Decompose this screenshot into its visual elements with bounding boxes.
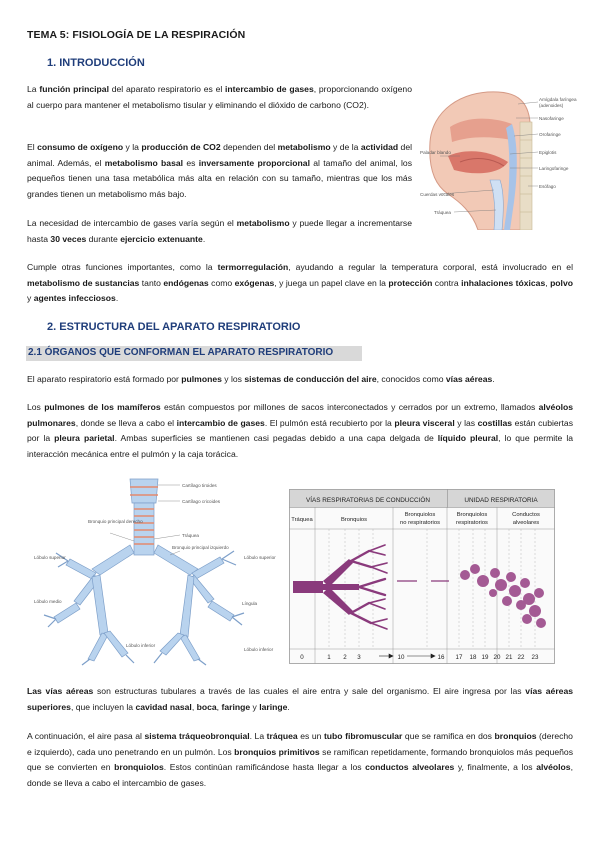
bold-term: función principal	[39, 84, 109, 94]
text-run: , y juega un papel clave en la	[274, 277, 389, 288]
bold-term: bronquios	[494, 731, 537, 741]
bold-term: Las vías aéreas	[27, 686, 94, 696]
bold-term: actividad	[360, 142, 399, 152]
bold-term: metabolismo de sustancias	[27, 277, 140, 288]
bold-term: pleura visceral	[394, 417, 455, 428]
bold-term: vías aéreas	[445, 374, 493, 384]
label-adenoides: (adenoides)	[539, 103, 564, 108]
text-run: y	[250, 701, 260, 712]
text-run: y los	[221, 374, 245, 384]
header-unit: UNIDAD RESPIRATORIA	[464, 497, 538, 504]
text-run: , que incluyen la	[70, 701, 136, 712]
text-run: al tamaño del animal, los pequeños tienen una tasa metabólica más alta en relación con su tamaño, mientras que los más grandes tienen un metabolismo más bajo.	[27, 157, 412, 199]
intro-paragraph-3	[27, 216, 412, 247]
text-run: (derecho e izquierdo), cada uno penetrando en un pulmón. Los	[27, 731, 573, 757]
bold-term: consumo de oxígeno	[37, 142, 124, 152]
label-traquea-tree: Tráquea	[182, 533, 199, 538]
bold-term: 30 veces	[50, 233, 87, 244]
text-run: dependen del	[220, 142, 278, 152]
document-title: TEMA 5: FISIOLOGÍA DE LA RESPIRACIÓN	[27, 29, 246, 41]
label-bronquio-derecho: Bronquio principal derecho	[88, 519, 143, 524]
text-run: que se ramifica en dos	[402, 731, 495, 741]
text-run: . Ambas superficies se mantienen casi pegadas debido a una capa delgada de	[114, 433, 438, 443]
label-lobulo-inferior-izq: Lóbulo inferior	[244, 647, 274, 652]
text-run: tanto	[139, 277, 164, 288]
bold-term: cavidad nasal	[135, 701, 192, 712]
airway-generations-diagram	[289, 489, 555, 664]
text-run: del aparato respiratorio es el	[108, 84, 226, 94]
text-run: y, finalmente, a los	[454, 762, 537, 772]
generation-number: 18	[469, 654, 477, 661]
section-heading-estructura: 2. ESTRUCTURA DEL APARATO RESPIRATORIO	[47, 321, 301, 333]
intro-paragraph-2	[27, 140, 412, 202]
text-run: El	[27, 142, 38, 152]
bold-term: alvéolos	[536, 762, 571, 772]
col-bronquiolos-a: Bronquiolos	[404, 512, 436, 518]
text-run: . Estos continúan ramificándose hasta llegar a los	[163, 762, 366, 772]
label-cartilago-cricoides: Cartílago cricoides	[182, 499, 221, 504]
bold-term: líquido pleural	[437, 433, 499, 443]
label-esofago: Esófago	[539, 184, 556, 189]
generation-number: 19	[481, 654, 489, 661]
text-run: y las	[454, 417, 478, 428]
bold-term: tráquea	[266, 731, 298, 741]
label-amigdala: Amígdala faríngea	[539, 97, 577, 102]
bold-term: ejercicio extenuante	[120, 233, 203, 244]
col-ductos-b: alveolares	[512, 520, 540, 526]
bold-term: conductos alveolares	[365, 762, 455, 772]
text-run: es un	[297, 731, 324, 741]
head-airway-figure	[420, 82, 590, 230]
col-bronquiolos-b: no respiratorios	[400, 520, 440, 526]
bold-term: intercambio de gases	[176, 417, 265, 428]
label-lingula: Língula	[242, 601, 258, 606]
text-run: , ayudando a regular la temperatura corporal, está involucrado en el	[288, 262, 573, 272]
col-resp-a: Bronquiolos	[456, 512, 488, 518]
label-epiglotis: Epiglotis	[539, 150, 557, 155]
bold-term: agentes infecciosos	[33, 293, 116, 303]
bold-term: producción de CO2	[141, 142, 221, 152]
text-run: como	[208, 277, 235, 288]
text-run: y puede llegar a incrementarse hasta	[27, 218, 412, 244]
generation-number: 22	[517, 654, 525, 661]
text-run: y la	[123, 142, 142, 152]
bold-term: bronquiolos	[114, 762, 164, 772]
bold-term: metabolismo basal	[104, 157, 184, 168]
generation-number: 0	[300, 654, 304, 661]
text-run: se ramifican repetidamente, formando bronquiolos más pequeños que se convierten en	[27, 746, 573, 772]
text-run: ,	[545, 277, 551, 288]
text-run: , lo que permite la interacción mecánica entre el pulmón y la caja torácica.	[27, 433, 574, 459]
label-paladar: Paladar blando	[420, 150, 451, 155]
text-run: .	[115, 293, 119, 303]
generation-number: 2	[343, 654, 347, 661]
label-lobulo-inferior-der: Lóbulo inferior	[126, 643, 156, 648]
bold-term: pulmones	[181, 374, 222, 384]
bold-term: vías aéreas superiores	[27, 686, 574, 712]
text-run: Cumple otras funciones importantes, como la	[27, 262, 218, 272]
text-run: .	[287, 701, 290, 712]
organs-paragraph-1	[27, 372, 573, 388]
text-run: están cubiertas por la	[27, 417, 573, 443]
text-run: son estructuras tubulares a través de las cuales el aire entra y sale del organismo. El aire ingresa por las	[93, 686, 526, 696]
section-heading-introduccion: 1. INTRODUCCIÓN	[47, 57, 145, 69]
bold-term: pleura parietal	[54, 433, 115, 443]
text-run: La necesidad de intercambio de gases varía según el	[27, 218, 237, 228]
text-run: , proporcionando oxígeno al cuerpo para mantener el metabolismo tisular y eliminando el dióxido de carbono (CO2).	[27, 84, 412, 110]
generation-number: 1	[327, 654, 331, 661]
text-run: , conocidos como	[376, 374, 446, 384]
label-orofaringe: Orofaringe	[539, 132, 561, 137]
bold-term: inhalaciones tóxicas	[461, 277, 546, 288]
generation-number: 10	[397, 654, 405, 661]
text-run: y de la	[330, 142, 361, 152]
label-laringofaringe: Laringofaringe	[539, 166, 569, 171]
airways-paragraph-1	[27, 684, 573, 715]
bold-term: laringe	[259, 701, 288, 712]
organs-paragraph-2	[27, 400, 573, 462]
label-lobulo-medio: Lóbulo medio	[34, 599, 62, 604]
label-nasofaringe: Nasofaringe	[539, 116, 564, 121]
text-run: y	[27, 293, 34, 303]
text-run: , donde se lleva a cabo el	[75, 417, 177, 428]
intro-paragraph-4	[27, 260, 573, 307]
label-bronquio-izquierdo: Bronquio principal izquierdo	[172, 545, 229, 550]
intro-paragraph-1	[27, 82, 412, 113]
bold-term: boca	[196, 701, 217, 712]
text-run: Los	[27, 402, 45, 412]
generation-number: 17	[455, 654, 463, 661]
text-run: están compuestos por millones de sacos interconectados y cerrados por un extremo, llamados	[160, 402, 539, 412]
text-run: .	[492, 374, 495, 384]
text-run: contra	[432, 277, 462, 288]
bold-term: metabolismo	[236, 218, 290, 228]
subheading-organos: 2.1 ÓRGANOS QUE CONFORMAN EL APARATO RESPIRATORIO	[28, 347, 334, 358]
bold-term: costillas	[477, 417, 513, 428]
airways-paragraph-2	[27, 729, 573, 791]
generation-number: 16	[437, 654, 445, 661]
bold-term: sistema tráqueobronquial	[144, 731, 250, 741]
bold-term: polvo	[550, 277, 573, 288]
col-ductos-a: Conductos	[512, 512, 540, 518]
text-run: La	[27, 84, 40, 94]
bold-term: intercambio de gases	[225, 84, 314, 94]
bold-term: pulmones de los mamíferos	[44, 402, 161, 412]
bold-term: sistemas de conducción del aire	[244, 374, 377, 384]
bold-term: protección	[388, 277, 433, 288]
generation-number: 3	[357, 654, 361, 661]
label-cuerdas: Cuerdas vocales	[420, 192, 455, 197]
text-run: . La	[249, 731, 267, 741]
text-run: ,	[216, 701, 222, 712]
bold-term: endógenas	[163, 277, 209, 288]
generation-number: 20	[493, 654, 501, 661]
text-run: , donde se lleva a cabo el intercambio de gases.	[27, 762, 573, 788]
bold-term: inversamente proporcional	[198, 157, 310, 168]
text-run: es	[183, 157, 199, 168]
bold-term: alvéolos pulmonares	[27, 402, 573, 428]
label-traquea-head: Tráquea	[434, 210, 451, 215]
text-run: durante	[86, 233, 121, 244]
text-run: . El pulmón está recubierto por la	[264, 417, 395, 428]
col-resp-b: respiratorios	[456, 520, 488, 526]
bold-term: metabolismo	[277, 142, 331, 152]
text-run: .	[202, 233, 206, 244]
generation-number: 23	[531, 654, 539, 661]
bold-term: exógenas	[234, 277, 275, 288]
bold-term: termorregulación	[217, 262, 289, 272]
col-traquea: Tráquea	[291, 517, 313, 523]
text-run: A continuación, el aire pasa al	[27, 731, 145, 741]
text-run: ,	[191, 701, 197, 712]
label-cartilago-tiroides: Cartílago tiroides	[182, 483, 217, 488]
bronchial-tree-figure	[30, 475, 280, 670]
label-lobulo-superior-der: Lóbulo superior	[34, 555, 66, 560]
bold-term: faringe	[221, 701, 251, 712]
text-run: del animal. Además, el	[27, 142, 413, 168]
generation-number: 21	[505, 654, 513, 661]
header-conduction: VÍAS RESPIRATORIAS DE CONDUCCIÓN	[305, 497, 431, 504]
bold-term: tubo fibromuscular	[323, 731, 403, 741]
bold-term: bronquios primitivos	[234, 746, 320, 757]
label-lobulo-superior-izq: Lóbulo superior	[244, 555, 276, 560]
text-run: El aparato respiratorio está formado por	[27, 374, 182, 384]
col-bronquios: Bronquios	[340, 517, 368, 523]
